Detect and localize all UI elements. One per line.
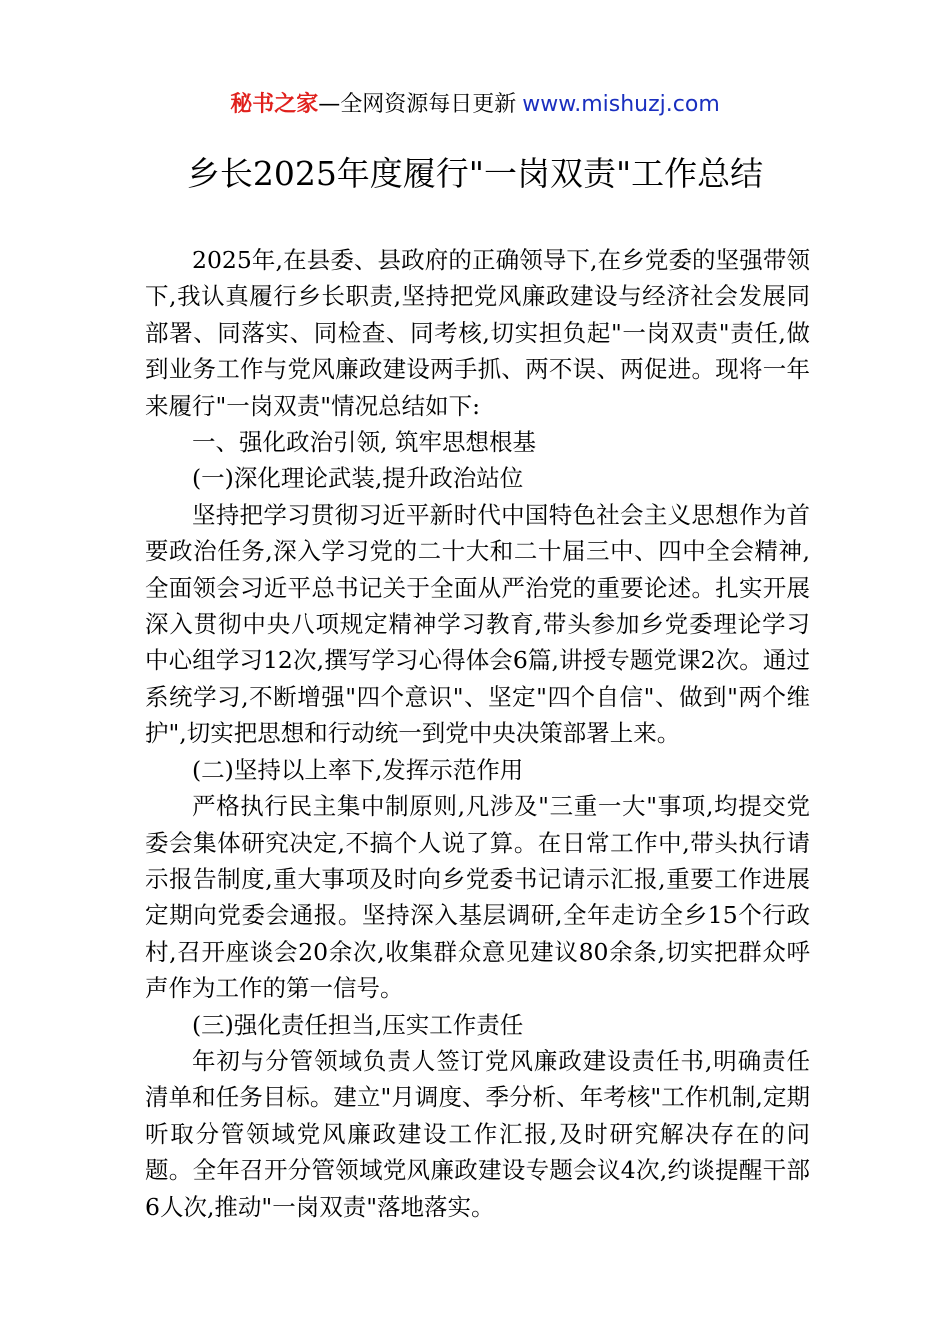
subsection-paragraph-1: 坚持把学习贯彻习近平新时代中国特色社会主义思想作为首要政治任务,深入学习党的二十大和二十届三中、四中全会精神,全面领会习近平总书记关于全面从严治党的重要论述。扎实开展深入贯彻中央八项规定精神学习教育,带头参加乡党委理论学习中心组学习12次,撰写学习心得体会6篇,讲授专题党课2次。通过系统学习,不断增强"四个意识"、坚定"四个自信"、做到"两个维护",切实把思想和行动统一到党中央决策部署上来。	[145, 500, 810, 748]
section-heading: 一、强化政治引领, 筑牢思想根基	[192, 428, 536, 457]
subsection-paragraph-3: 年初与分管领域负责人签订党风廉政建设责任书,明确责任清单和任务目标。建立"月调度、季分析、年考核"工作机制,定期听取分管领域党风廉政建设工作汇报,及时研究解决存在的问题。全年召开分管领域党风廉政建设专题会议4次,约谈提醒干部6人次,推动"一岗双责"落地落实。	[145, 1046, 810, 1221]
document-title: 乡长2025年度履行"一岗双责"工作总结	[186, 154, 764, 193]
site-url-link[interactable]: www.mishuzj.com	[522, 92, 720, 117]
intro-paragraph: 2025年,在县委、县政府的正确领导下,在乡党委的坚强带领下,我认真履行乡长职责,坚持把党风廉政建设与经济社会发展同部署、同落实、同检查、同考核,切实担负起"一岗双责"责任,做到业务工作与党风廉政建设两手抓、两不误、两促进。现将一年来履行"一岗双责"情况总结如下:	[145, 246, 810, 420]
site-header	[0, 90, 950, 120]
subsection-heading-3: (三)强化责任担当,压实工作责任	[192, 1010, 524, 1039]
subsection-heading-1: (一)深化理论武装,提升政治站位	[192, 464, 524, 493]
site-tagline: —全网资源每日更新	[318, 92, 517, 117]
site-brand: 秘书之家	[230, 92, 319, 117]
subsection-paragraph-2: 严格执行民主集中制原则,凡涉及"三重一大"事项,均提交党委会集体研究决定,不搞个人说了算。在日常工作中,带头执行请示报告制度,重大事项及时向乡党委书记请示汇报,重要工作进展定期向党委会通报。坚持深入基层调研,全年走访全乡15个行政村,召开座谈会20余次,收集群众意见建议80余条,切实把群众呼声作为工作的第一信号。	[145, 792, 810, 1003]
document-body	[145, 242, 810, 1225]
subsection-heading-2: (二)坚持以上率下,发挥示范作用	[192, 755, 524, 784]
